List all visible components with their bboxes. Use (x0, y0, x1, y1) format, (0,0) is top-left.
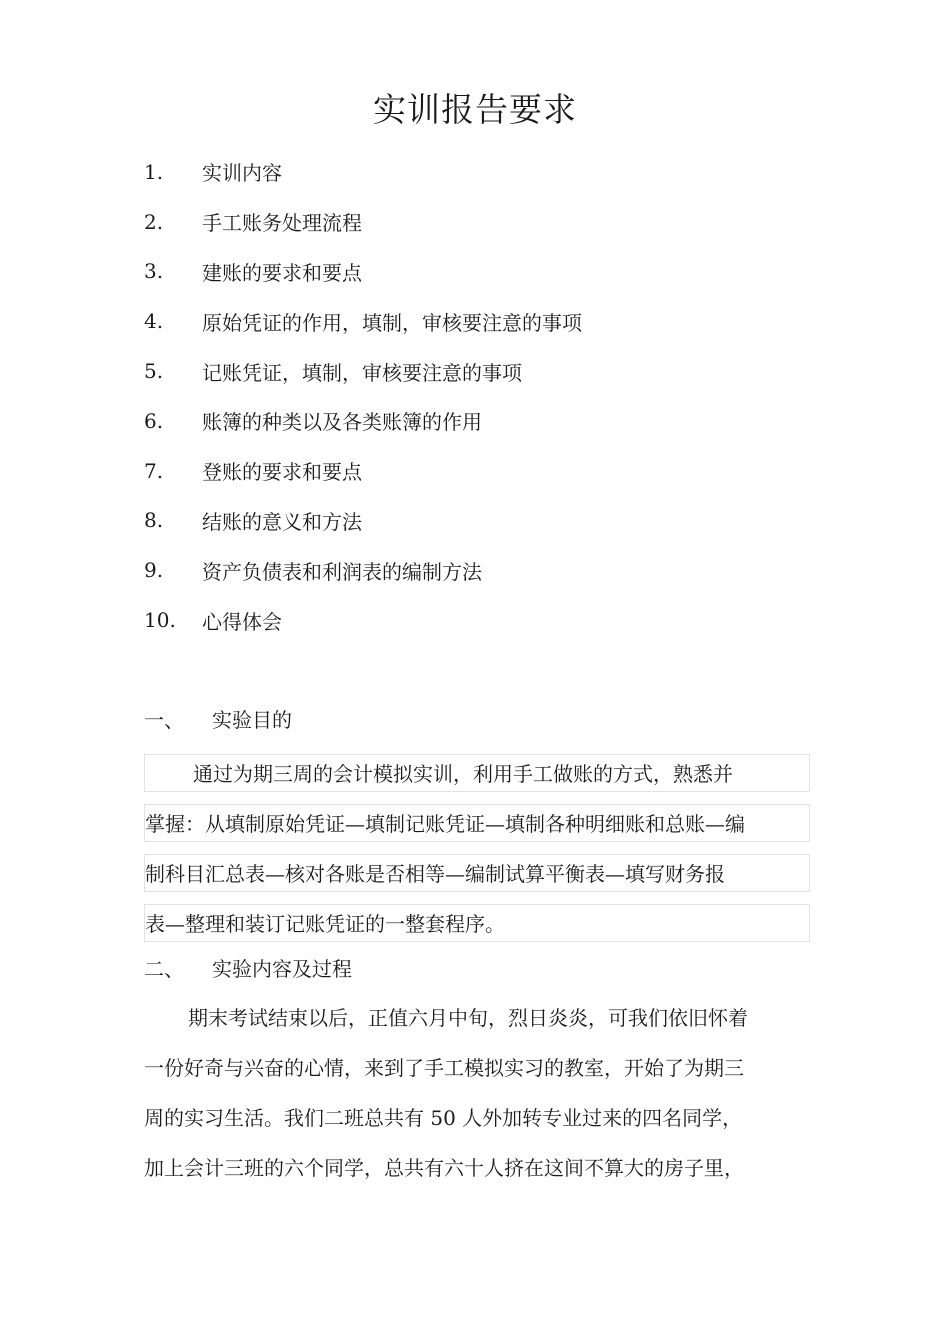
list-item-text: 实训内容 (202, 161, 282, 186)
list-item (144, 197, 582, 247)
list-item-number: 9. (144, 558, 164, 583)
paragraph-line: 表—整理和装订记账凭证的一整套程序。 (144, 904, 810, 942)
list-item-text: 原始凭证的作用，填制，审核要注意的事项 (202, 310, 582, 335)
list-item (144, 496, 582, 546)
paragraph-line: 周的实习生活。我们二班总共有 50 人外加转专业过来的四名同学， (144, 1106, 743, 1130)
paragraph-line: 加上会计三班的六个同学，总共有六十人挤在这间不算大的房子里， (144, 1156, 744, 1180)
list-item (144, 595, 582, 645)
list-item-number: 5. (144, 359, 164, 384)
list-item-text: 账簿的种类以及各类账簿的作用 (202, 410, 482, 435)
list-item-number: 7. (144, 458, 164, 483)
paragraph-line: 一份好奇与兴奋的心情，来到了手工模拟实习的教室，开始了为期三 (144, 1056, 744, 1080)
list-item-text: 记账凭证，填制，审核要注意的事项 (202, 360, 522, 385)
list-item (144, 545, 582, 595)
list-item-text: 结账的意义和方法 (202, 509, 362, 534)
section-heading-purpose (144, 705, 292, 735)
paragraph-line: 制科目汇总表—核对各账是否相等—编制试算平衡表—填写财务报 (144, 854, 810, 892)
list-item (144, 247, 582, 297)
list-item (144, 147, 582, 197)
section-number: 二、 (144, 957, 184, 981)
list-item-number: 4. (144, 309, 164, 334)
section-heading-process (144, 954, 352, 984)
list-item-text: 手工账务处理流程 (202, 211, 362, 236)
list-item (144, 296, 582, 346)
paragraph-line: 期末考试结束以后，正值六月中旬，烈日炎炎，可我们依旧怀着 (188, 1006, 748, 1030)
page-title: 实训报告要求 (373, 90, 577, 129)
list-item-number: 10. (144, 608, 176, 633)
list-item (144, 396, 582, 446)
list-item-number: 3. (144, 259, 164, 284)
list-item-text: 资产负债表和利润表的编制方法 (202, 559, 482, 584)
section-number: 一、 (144, 708, 184, 732)
requirements-list (144, 147, 582, 645)
list-item-text: 建账的要求和要点 (202, 260, 362, 285)
list-item-number: 6. (144, 408, 164, 433)
section-title: 实验目的 (212, 708, 292, 732)
list-item (144, 446, 582, 496)
section-body-process (144, 993, 814, 1193)
list-item (144, 346, 582, 396)
list-item-text: 心得体会 (202, 609, 282, 634)
list-item-number: 8. (144, 508, 164, 533)
list-item-number: 2. (144, 209, 164, 234)
list-item-number: 1. (144, 159, 164, 184)
paragraph-line: 掌握：从填制原始凭证—填制记账凭证—填制各种明细账和总账—编 (144, 804, 810, 842)
section-body-purpose (144, 754, 810, 954)
paragraph-line: 通过为期三周的会计模拟实训，利用手工做账的方式，熟悉并 (144, 754, 810, 792)
section-title: 实验内容及过程 (212, 957, 352, 981)
list-item-text: 登账的要求和要点 (202, 460, 362, 485)
